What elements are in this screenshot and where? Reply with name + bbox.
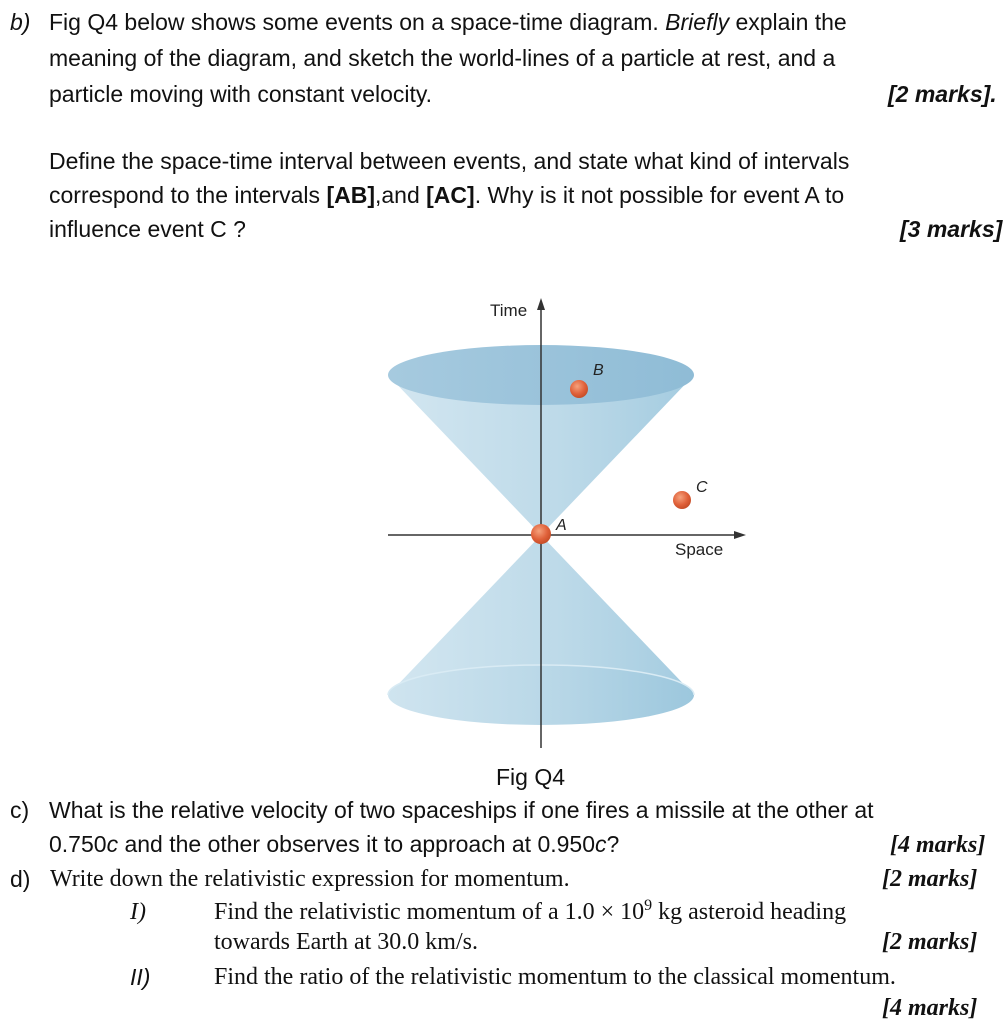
time-axis-arrow-icon (537, 298, 545, 310)
c-speed-symbol-1: c (106, 831, 119, 857)
part-c-marks: [4 marks] (890, 832, 986, 858)
part-b-line-1-italic: Briefly (665, 9, 730, 35)
d-sub1-exponent: 9 (644, 897, 653, 914)
part-d-line-1: Write down the relativistic expression for momentum. (50, 866, 570, 892)
part-d-label: d) (10, 866, 31, 892)
c-line-2-a: 0.750 (49, 831, 107, 857)
part-b-marks-2: [3 marks] (900, 216, 1003, 242)
c-speed-symbol-2: c (595, 831, 607, 857)
def-line-2-post: . Why is it not possible for event A to (474, 182, 845, 208)
part-d-sub1-line-2: towards Earth at 30.0 km/s. (214, 929, 478, 955)
part-b-line-1-pre: Fig Q4 below shows some events on a space-time diagram. (49, 9, 666, 35)
event-b-label: B (593, 362, 604, 379)
part-d-sub2-label: II) (130, 964, 151, 990)
space-axis-label: Space (675, 540, 724, 559)
spacetime-diagram (0, 280, 1005, 780)
part-b-line-1-post: explain the (729, 9, 847, 35)
part-d-sub1-line-1 (214, 897, 846, 927)
figure-caption: Fig Q4 (496, 764, 566, 790)
part-b-line-1 (49, 5, 847, 39)
interval-ac: [AC] (426, 182, 475, 208)
part-b-def-line-2 (49, 178, 844, 212)
part-c-line-2 (49, 827, 619, 861)
d-sub1-post: kg asteroid heading (652, 899, 847, 925)
part-d-sub2-line-1: Find the ratio of the relativistic momentum to the classical momentum. (214, 964, 896, 990)
interval-ab: [AB] (326, 182, 375, 208)
time-axis-label: Time (490, 301, 528, 320)
part-b-def-line-3: influence event C ? (49, 216, 246, 242)
def-line-2-pre: correspond to the intervals (49, 182, 327, 208)
space-axis-arrow-icon (734, 531, 746, 539)
d-sub1-pre: Find the relativistic momentum of a 1.0 × 10 (214, 899, 645, 925)
part-b-marks-1: [2 marks]. (888, 81, 997, 107)
part-d-sub1-label: I) (130, 899, 146, 925)
event-a-label: A (556, 517, 567, 534)
part-c-line-1: What is the relative velocity of two spaceships if one fires a missile at the other at (49, 797, 874, 823)
part-b-line-2: meaning of the diagram, and sketch the world-lines of a particle at rest, and a (49, 45, 836, 71)
c-line-2-b: and the other observes it to approach at 0.950 (118, 831, 595, 857)
event-a-marker (531, 524, 551, 544)
part-c-label: c) (10, 797, 30, 823)
part-b-label: b) (10, 9, 31, 35)
event-c-label: C (696, 479, 708, 496)
part-b-def-line-1: Define the space-time interval between events, and state what kind of intervals (49, 148, 850, 174)
part-d-marks-2: [2 marks] (882, 929, 978, 955)
def-line-2-mid: ,and (374, 182, 427, 208)
c-line-2-d: ? (606, 831, 620, 857)
part-d-marks-3: [4 marks] (882, 995, 978, 1021)
part-d-marks-1: [2 marks] (882, 866, 978, 892)
event-c-marker (673, 491, 691, 509)
event-b-marker (570, 380, 588, 398)
part-b-line-3: particle moving with constant velocity. (49, 81, 433, 107)
